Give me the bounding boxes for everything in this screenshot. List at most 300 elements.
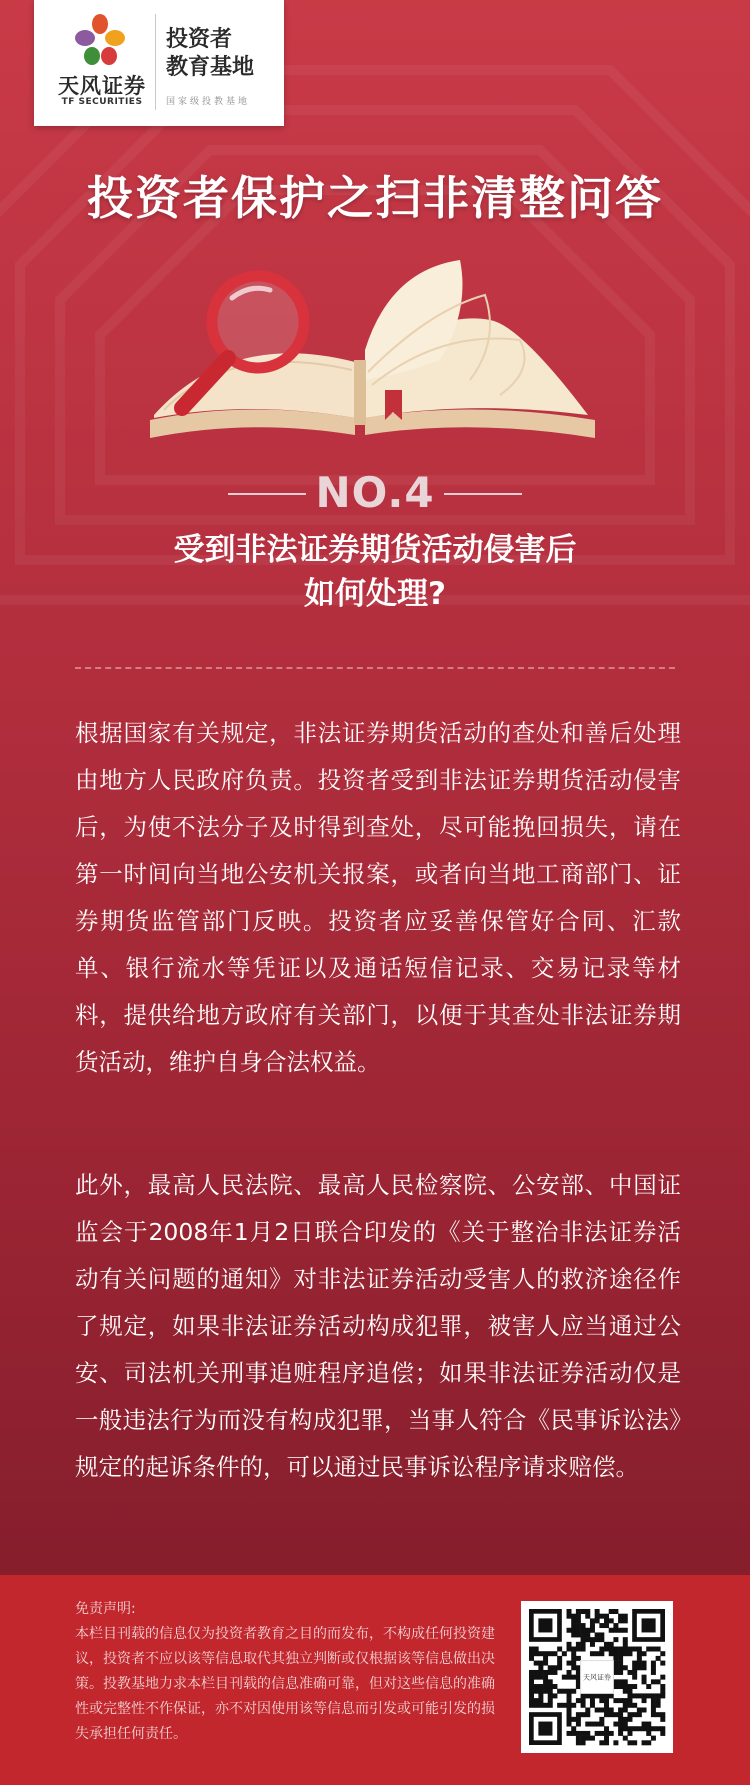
qr-module: [656, 1647, 661, 1652]
qr-module: [604, 1647, 609, 1652]
answer-paragraph-2: 此外，最高人民法院、最高人民检察院、公安部、中国证监会于2008年1月2日联合印发的《关于整治非法证券活动有关问题的通知》对非法证券活动受害人的救济途径作了规定，如果非法证券活动构成犯罪，被害人应当通过公安、司法机关刑事追赃程序追偿；如果非法证券活动仅是一般违法行为而没有构成犯罪，当事人符合《民事诉讼法》规定的起诉条件的，可以通过民事诉讼程序请求赔偿。: [75, 1171, 681, 1481]
qr-module: [548, 1703, 553, 1708]
qr-module: [604, 1614, 609, 1619]
qr-module: [548, 1698, 553, 1703]
qr-module: [529, 1698, 534, 1703]
qr-module: [613, 1628, 618, 1633]
qr-module: [623, 1689, 628, 1694]
qr-module: [623, 1707, 628, 1712]
qr-module: [623, 1726, 628, 1731]
qr-module: [581, 1623, 586, 1628]
qr-module: [632, 1693, 637, 1698]
qr-module: [604, 1712, 609, 1717]
qr-module: [599, 1722, 604, 1727]
qr-module: [543, 1684, 548, 1689]
qr-module: [595, 1693, 600, 1698]
qr-module: [576, 1712, 581, 1717]
qr-module: [567, 1731, 572, 1736]
qr-module: [534, 1698, 539, 1703]
qr-module: [529, 1651, 534, 1656]
qr-module: [567, 1670, 572, 1675]
base-title-line2: 教育基地: [166, 55, 255, 80]
qr-module: [618, 1614, 623, 1619]
qr-module: [651, 1661, 656, 1666]
qr-module: [627, 1670, 632, 1675]
qr-module: [599, 1651, 604, 1656]
qr-module: [562, 1689, 567, 1694]
qr-module: [613, 1679, 618, 1684]
qr-module: [590, 1698, 595, 1703]
qr-module: [581, 1628, 586, 1633]
qr-module: [609, 1712, 614, 1717]
qr-module: [627, 1703, 632, 1708]
qr-module: [543, 1651, 548, 1656]
qr-module: [613, 1661, 618, 1666]
qr-module: [571, 1726, 576, 1731]
qr-module: [627, 1689, 632, 1694]
qr-module: [571, 1661, 576, 1666]
qr-module: [529, 1656, 534, 1661]
qr-module: [571, 1675, 576, 1680]
qr-module: [618, 1618, 623, 1623]
qr-module: [618, 1628, 623, 1633]
qr-module: [581, 1698, 586, 1703]
qr-module: [623, 1684, 628, 1689]
qr-module: [567, 1614, 572, 1619]
qr-module: [642, 1679, 647, 1684]
qr-module: [567, 1722, 572, 1727]
qr-module: [543, 1679, 548, 1684]
qr-module: [623, 1698, 628, 1703]
qr-module: [552, 1651, 557, 1656]
qr-module: [576, 1609, 581, 1614]
qr-module: [618, 1698, 623, 1703]
qr-module: [595, 1632, 600, 1637]
qr-module: [609, 1618, 614, 1623]
qr-module: [637, 1707, 642, 1712]
qr-code-icon: [521, 1601, 673, 1753]
qr-module: [571, 1651, 576, 1656]
qr-module: [552, 1693, 557, 1698]
qr-module: [613, 1684, 618, 1689]
qr-module: [548, 1684, 553, 1689]
qr-module: [623, 1628, 628, 1633]
qr-module: [623, 1647, 628, 1652]
qr-module: [538, 1661, 543, 1666]
qr-module: [552, 1670, 557, 1675]
number-line-right: [444, 493, 522, 495]
qr-module: [656, 1693, 661, 1698]
qr-module: [529, 1689, 534, 1694]
qr-module: [632, 1740, 637, 1745]
logo-panel: [34, 0, 284, 126]
qr-module: [534, 1647, 539, 1652]
qr-module: [529, 1675, 534, 1680]
qr-module: [660, 1693, 665, 1698]
qr-module: [651, 1693, 656, 1698]
qr-module: [590, 1623, 595, 1628]
qr-module: [627, 1684, 632, 1689]
qr-finder: [642, 1618, 656, 1632]
qr-module: [609, 1647, 614, 1652]
qr-module: [581, 1693, 586, 1698]
qr-module: [567, 1703, 572, 1708]
qr-module: [599, 1740, 604, 1745]
qr-module: [604, 1623, 609, 1628]
qr-module: [613, 1609, 618, 1614]
education-base-subtitle: 国家级投教基地: [166, 97, 251, 107]
qr-module: [651, 1703, 656, 1708]
qr-module: [581, 1712, 586, 1717]
qr-module: [543, 1656, 548, 1661]
qr-module: [637, 1693, 642, 1698]
qr-module: [538, 1651, 543, 1656]
qr-module: [571, 1632, 576, 1637]
qr-module: [613, 1665, 618, 1670]
footer: [0, 1575, 750, 1785]
qr-module: [604, 1693, 609, 1698]
qr-module: [567, 1689, 572, 1694]
page-title: 投资者保护之扫非清整问答: [87, 171, 663, 225]
qr-module: [543, 1675, 548, 1680]
qr-module: [613, 1670, 618, 1675]
qr-module: [585, 1628, 590, 1633]
qr-module: [567, 1609, 572, 1614]
qr-module: [585, 1693, 590, 1698]
qr-module: [581, 1731, 586, 1736]
question-number: NO.4: [315, 468, 435, 517]
qr-module: [576, 1614, 581, 1619]
qr-module: [623, 1651, 628, 1656]
qr-module: [557, 1665, 562, 1670]
qr-module: [576, 1722, 581, 1727]
qr-module: [642, 1726, 647, 1731]
qr-module: [576, 1717, 581, 1722]
dashed-divider: [75, 667, 675, 669]
qr-module: [609, 1693, 614, 1698]
qr-module: [562, 1675, 567, 1680]
question-title-line1: 受到非法证券期货活动侵害后: [173, 532, 577, 568]
qr-module: [595, 1637, 600, 1642]
qr-module: [604, 1642, 609, 1647]
qr-module: [660, 1689, 665, 1694]
qr-module: [660, 1712, 665, 1717]
qr-module: [534, 1689, 539, 1694]
qr-module: [613, 1698, 618, 1703]
qr-module: [538, 1703, 543, 1708]
qr-module: [576, 1647, 581, 1652]
qr-module: [590, 1628, 595, 1633]
qr-module: [613, 1623, 618, 1628]
qr-module: [576, 1618, 581, 1623]
qr-module: [604, 1740, 609, 1745]
qr-module: [651, 1698, 656, 1703]
qr-module: [623, 1679, 628, 1684]
qr-module: [585, 1712, 590, 1717]
qr-module: [567, 1642, 572, 1647]
qr-module: [585, 1632, 590, 1637]
qr-module: [604, 1731, 609, 1736]
qr-module: [618, 1712, 623, 1717]
qr-module: [613, 1651, 618, 1656]
qr-module: [627, 1647, 632, 1652]
qr-module: [646, 1731, 651, 1736]
qr-module: [529, 1693, 534, 1698]
qr-module: [660, 1726, 665, 1731]
qr-module: [618, 1726, 623, 1731]
qr-module: [576, 1740, 581, 1745]
qr-module: [590, 1618, 595, 1623]
qr-module: [632, 1675, 637, 1680]
qr-module: [642, 1707, 647, 1712]
qr-module: [548, 1679, 553, 1684]
qr-module: [581, 1609, 586, 1614]
qr-module: [590, 1642, 595, 1647]
qr-module: [534, 1661, 539, 1666]
qr-module: [538, 1693, 543, 1698]
qr-module: [590, 1703, 595, 1708]
qr-module: [534, 1651, 539, 1656]
question-title-line2: 如何处理?: [304, 576, 446, 612]
qr-module: [618, 1717, 623, 1722]
qr-module: [548, 1665, 553, 1670]
qr-module: [604, 1707, 609, 1712]
qr-module: [534, 1703, 539, 1708]
qr-module: [538, 1684, 543, 1689]
disclaimer: [75, 1597, 495, 1747]
qr-module: [604, 1736, 609, 1741]
number-row: [0, 468, 750, 518]
qr-module: [618, 1679, 623, 1684]
brand-name-en: TF SECURITIES: [61, 97, 143, 107]
qr-module: [529, 1679, 534, 1684]
qr-module: [548, 1689, 553, 1694]
qr-module: [604, 1618, 609, 1623]
qr-module: [585, 1722, 590, 1727]
qr-module: [571, 1731, 576, 1736]
qr-module: [571, 1614, 576, 1619]
qr-module: [534, 1675, 539, 1680]
qr-module: [604, 1698, 609, 1703]
qr-module: [618, 1651, 623, 1656]
qr-module: [543, 1661, 548, 1666]
qr-module: [599, 1632, 604, 1637]
qr-module: [632, 1703, 637, 1708]
qr-module: [627, 1712, 632, 1717]
qr-module: [646, 1740, 651, 1745]
qr-module: [623, 1736, 628, 1741]
qr-finder: [538, 1722, 552, 1736]
qr-module: [623, 1722, 628, 1727]
qr-finder: [538, 1618, 552, 1632]
qr-module: [548, 1651, 553, 1656]
qr-module: [623, 1618, 628, 1623]
qr-module: [660, 1661, 665, 1666]
qr-module: [646, 1722, 651, 1727]
qr-module: [660, 1717, 665, 1722]
qr-module: [529, 1684, 534, 1689]
qr-module: [590, 1651, 595, 1656]
qr-module: [599, 1637, 604, 1642]
qr-module: [651, 1726, 656, 1731]
qr-module: [627, 1651, 632, 1656]
qr-module: [609, 1609, 614, 1614]
qr-module: [599, 1693, 604, 1698]
qr-module: [642, 1651, 647, 1656]
qr-module: [571, 1717, 576, 1722]
logo-divider: [155, 14, 156, 110]
disclaimer-text: 本栏目刊载的信息仅为投资者教育之目的而发布，不构成任何投资建议，投资者不应以该等信息取代其独立判断或仅根据该等信息做出决策。投教基地力求本栏目刊载的信息准确可靠，但对这些信息的准确性或完整性不作保证，亦不对因使用该等信息而引发或可能引发的损失承担任何责任。: [75, 1626, 495, 1742]
qr-module: [567, 1675, 572, 1680]
qr-module: [651, 1665, 656, 1670]
qr-module: [595, 1731, 600, 1736]
qr-module: [637, 1712, 642, 1717]
qr-module: [656, 1679, 661, 1684]
qr-module: [656, 1712, 661, 1717]
qr-module: [538, 1675, 543, 1680]
qr-module: [646, 1684, 651, 1689]
qr-module: [595, 1722, 600, 1727]
qr-module: [599, 1647, 604, 1652]
qr-module: [642, 1693, 647, 1698]
qr-module: [637, 1651, 642, 1656]
qr-module: [632, 1684, 637, 1689]
answer-paragraph-1: 根据国家有关规定，非法证券期货活动的查处和善后处理由地方人民政府负责。投资者受到非法证券期货活动侵害后，为使不法分子及时得到查处，尽可能挽回损失，请在第一时间向当地公安机关报案，或者向当地工商部门、证券期货监管部门反映。投资者应妥善保管好合同、汇款单、银行流水等凭证以及通话短信记录、交易记录等材料，提供给地方政府有关部门，以便于其查处非法证券期货活动，维护自身合法权益。: [75, 719, 681, 1076]
qr-module: [627, 1698, 632, 1703]
qr-module: [562, 1703, 567, 1708]
qr-module: [571, 1656, 576, 1661]
qr-module: [618, 1707, 623, 1712]
qr-module: [567, 1647, 572, 1652]
qr-module: [576, 1623, 581, 1628]
qr-module: [534, 1670, 539, 1675]
qr-module: [604, 1726, 609, 1731]
qr-module: [637, 1726, 642, 1731]
book-and-magnifier-illustration: [140, 250, 610, 460]
qr-module: [562, 1651, 567, 1656]
qr-module: [618, 1647, 623, 1652]
qr-module: [571, 1689, 576, 1694]
qr-module: [660, 1731, 665, 1736]
qr-module: [599, 1707, 604, 1712]
qr-module: [627, 1731, 632, 1736]
qr-module: [590, 1722, 595, 1727]
qr-module: [651, 1736, 656, 1741]
qr-module: [585, 1736, 590, 1741]
qr-module: [557, 1656, 562, 1661]
qr-module: [599, 1717, 604, 1722]
qr-module: [576, 1628, 581, 1633]
qr-module: [627, 1740, 632, 1745]
qr-module: [642, 1661, 647, 1666]
qr-module: [660, 1651, 665, 1656]
qr-module: [567, 1628, 572, 1633]
qr-module: [651, 1670, 656, 1675]
tf-logo-icon: [72, 12, 128, 68]
qr-module: [595, 1609, 600, 1614]
qr-module: [585, 1707, 590, 1712]
qr-module: [567, 1698, 572, 1703]
qr-module: [571, 1623, 576, 1628]
qr-module: [567, 1717, 572, 1722]
qr-center-label: 天风证券: [583, 1673, 611, 1682]
education-base-title: [166, 26, 281, 82]
qr-module: [557, 1647, 562, 1652]
qr-module: [543, 1703, 548, 1708]
qr-module: [632, 1726, 637, 1731]
qr-module: [571, 1665, 576, 1670]
qr-module: [627, 1693, 632, 1698]
qr-module: [585, 1609, 590, 1614]
qr-module: [618, 1684, 623, 1689]
qr-module: [538, 1670, 543, 1675]
qr-module: [548, 1670, 553, 1675]
qr-module: [576, 1736, 581, 1741]
qr-module: [642, 1740, 647, 1745]
qr-module: [609, 1628, 614, 1633]
qr-module: [576, 1698, 581, 1703]
qr-module: [632, 1712, 637, 1717]
qr-module: [571, 1618, 576, 1623]
qr-module: [599, 1698, 604, 1703]
qr-module: [613, 1656, 618, 1661]
qr-module: [651, 1647, 656, 1652]
qr-module: [613, 1647, 618, 1652]
qr-module: [567, 1707, 572, 1712]
qr-module: [623, 1703, 628, 1708]
qr-module: [571, 1628, 576, 1633]
qr-module: [656, 1726, 661, 1731]
qr-module: [646, 1647, 651, 1652]
qr-module: [581, 1703, 586, 1708]
qr-module: [637, 1661, 642, 1666]
qr-module: [632, 1670, 637, 1675]
qr-module: [534, 1684, 539, 1689]
qr-module: [581, 1632, 586, 1637]
qr-module: [581, 1642, 586, 1647]
qr-module: [642, 1665, 647, 1670]
question-title: [0, 528, 750, 616]
qr-module: [590, 1693, 595, 1698]
qr-module: [637, 1656, 642, 1661]
qr-module: [567, 1712, 572, 1717]
qr-module: [567, 1661, 572, 1666]
qr-module: [651, 1707, 656, 1712]
qr-module: [618, 1670, 623, 1675]
brand-name-cn: 天风证券: [58, 74, 146, 98]
qr-module: [599, 1731, 604, 1736]
qr-module: [660, 1684, 665, 1689]
qr-module: [595, 1618, 600, 1623]
qr-module: [637, 1647, 642, 1652]
qr-module: [599, 1614, 604, 1619]
qr-module: [627, 1726, 632, 1731]
qr-module: [595, 1651, 600, 1656]
qr-module: [646, 1726, 651, 1731]
qr-module: [552, 1684, 557, 1689]
qr-module: [590, 1736, 595, 1741]
qr-module: [646, 1693, 651, 1698]
qr-module: [613, 1722, 618, 1727]
qr-module: [618, 1661, 623, 1666]
qr-module: [571, 1703, 576, 1708]
qr-module: [543, 1689, 548, 1694]
qr-module: [623, 1642, 628, 1647]
qr-module: [632, 1647, 637, 1652]
qr-module: [632, 1661, 637, 1666]
qr-module: [642, 1698, 647, 1703]
qr-module: [613, 1637, 618, 1642]
